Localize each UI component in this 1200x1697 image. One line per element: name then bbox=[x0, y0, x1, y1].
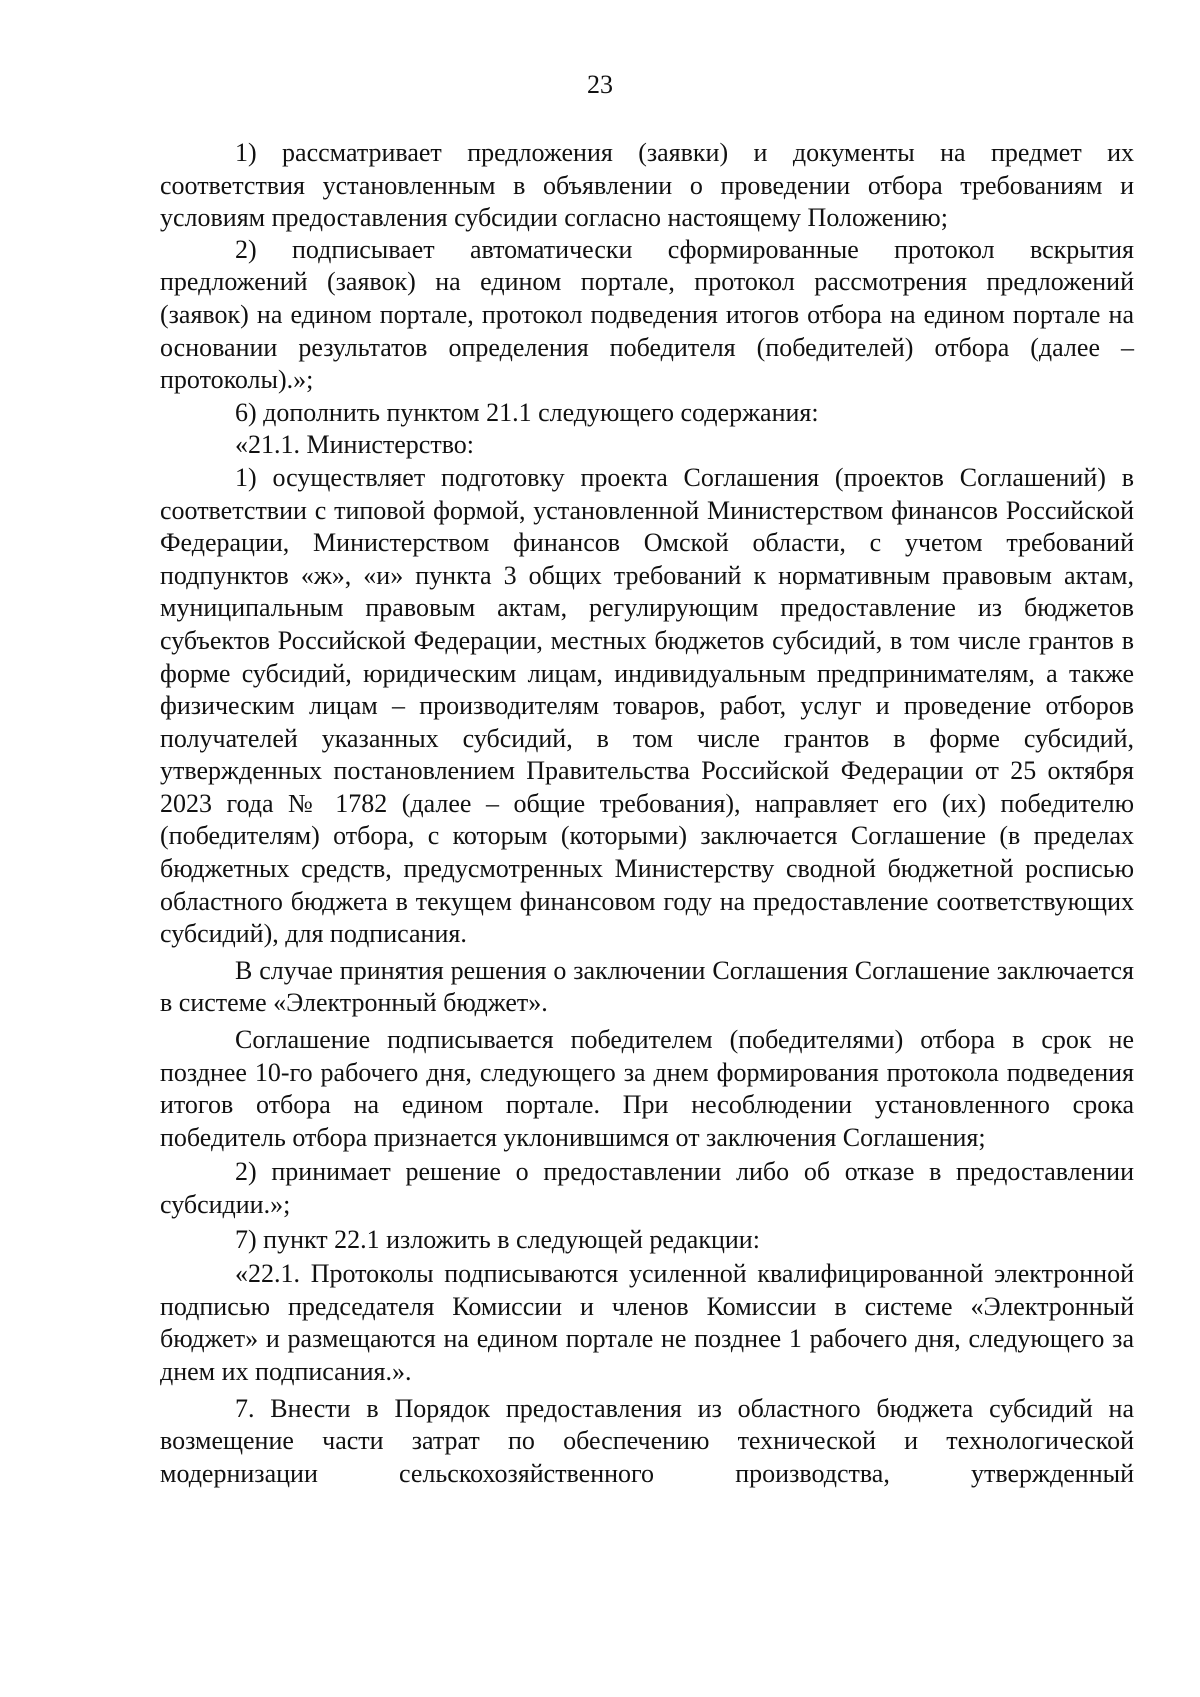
paragraph: «21.1. Министерство: bbox=[235, 430, 475, 460]
paragraph: 1) осуществляет подготовку проекта Соглашения (проектов Соглашений) в соответствии с типовой формой, установленной Министерством финансов Российской Федерации, Министерством финансов Омской области, с учетом требований подпунктов «ж», «и» пункта 3 общих требований к нормативным правовым актам, муниципальным правовым актам, регулирующим предоставление из бюджетов субъектов Российской Федерации, местных бюджетов субсидий, в том числе грантов в форме субсидий, юридическим лицам, индивидуальным предпринимателям, а также физическим лицам – производителям товаров, работ, услуг и проведение отборов получателей указанных субсидий, в том числе грантов в форме субсидий, утвержденных постановлением Правительства Российской Федерации от 25 октября 2023 года № 1782 (далее – общие требования), направляет его (их) победителю (победителям) отбора, с которым (которыми) заключается Соглашение (в пределах бюджетных средств, предусмотренных Министерству сводной бюджетной росписью областного бюджета в текущем финансовом году на предоставление соответствующих субсидий), для подписания. bbox=[160, 462, 1134, 949]
paragraph: Соглашение подписывается победителем (победителями) отбора в срок не позднее 10-го рабочего дня, следующего за днем формирования протокола подведения итогов отбора на едином портале. При несоблюдении установленного срока победитель отбора признается уклонившимся от заключения Соглашения; bbox=[160, 1025, 1134, 1152]
paragraph: 6) дополнить пунктом 21.1 следующего содержания: bbox=[235, 397, 819, 427]
paragraph: 2) подписывает автоматически сформированные протокол вскрытия предложений (заявок) на едином портале, протокол рассмотрения предложений (заявок) на едином портале, протокол подведения итогов отбора на едином портале на основании результатов определения победителя (победителей) отбора (далее – протоколы).»; bbox=[160, 234, 1134, 395]
document-body bbox=[160, 137, 1134, 1490]
paragraph: 7) пункт 22.1 изложить в следующей редакции: bbox=[235, 1224, 760, 1254]
paragraph: «22.1. Протоколы подписываются усиленной квалифицированной электронной подписью председателя Комиссии и членов Комиссии в системе «Электронный бюджет» и размещаются на едином портале не позднее 1 рабочего дня, следующего за днем их подписания.». bbox=[160, 1259, 1134, 1386]
paragraph: 2) принимает решение о предоставлении либо об отказе в предоставлении субсидии.»; bbox=[160, 1157, 1134, 1219]
paragraph: 1) рассматривает предложения (заявки) и документы на предмет их соответствия установленным в объявлении о проведении отбора требованиям и условиям предоставления субсидии согласно настоящему Положению; bbox=[160, 138, 1134, 233]
paragraph: 7. Внести в Порядок предоставления из областного бюджета субсидий на возмещение части затрат по обеспечению технической и технологической модернизации сельскохозяйственного производства, утвержденный bbox=[160, 1393, 1134, 1488]
paragraph: В случае принятия решения о заключении Соглашения Соглашение заключается в системе «Электронный бюджет». bbox=[160, 955, 1134, 1018]
page-number: 23 bbox=[587, 70, 613, 99]
